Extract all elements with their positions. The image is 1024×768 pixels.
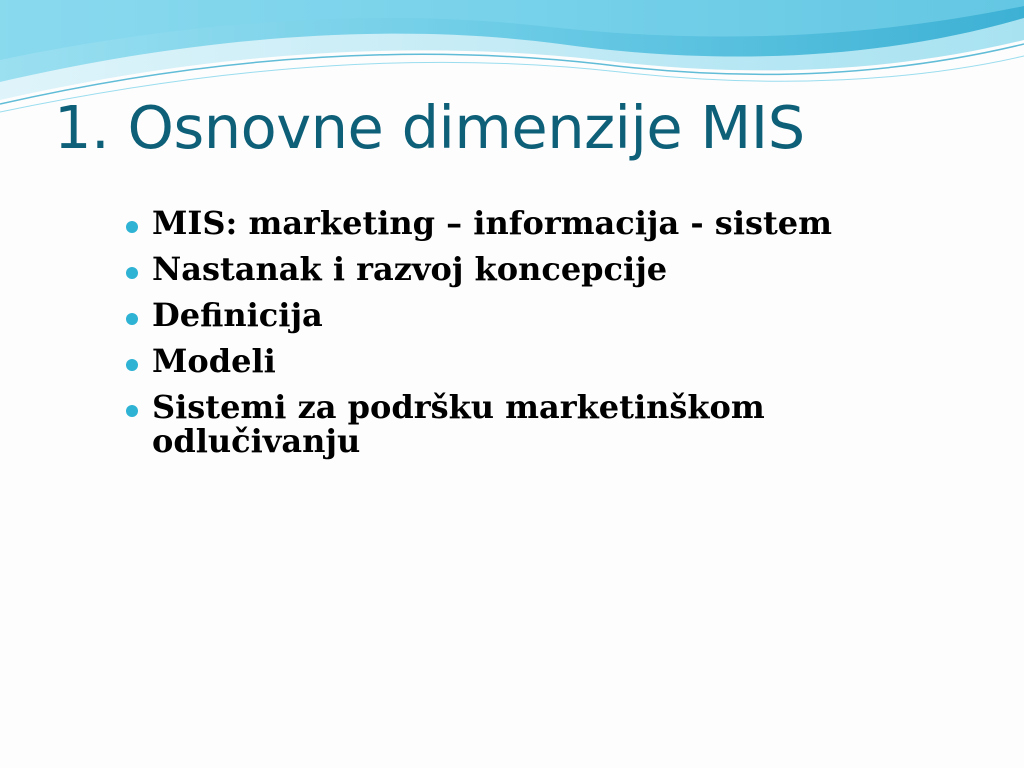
bullet-text: Sistemi za podršku marketinškom odlučivanju xyxy=(152,388,765,460)
slide-title: 1. Osnovne dimenzije MIS xyxy=(54,93,805,162)
bullet-text: Modeli xyxy=(152,342,276,380)
list-item xyxy=(126,344,886,378)
bullet-icon xyxy=(126,359,138,371)
bullet-list xyxy=(126,206,886,470)
list-item xyxy=(126,252,886,286)
bullet-text: Definicija xyxy=(152,296,323,334)
bullet-icon xyxy=(126,313,138,325)
list-item xyxy=(126,390,886,458)
bullet-icon xyxy=(126,405,138,417)
list-item xyxy=(126,206,886,240)
bullet-icon xyxy=(126,267,138,279)
bullet-icon xyxy=(126,221,138,233)
bullet-text: MIS: marketing – informacija - sistem xyxy=(152,204,832,242)
bullet-text: Nastanak i razvoj koncepcije xyxy=(152,250,668,288)
list-item xyxy=(126,298,886,332)
